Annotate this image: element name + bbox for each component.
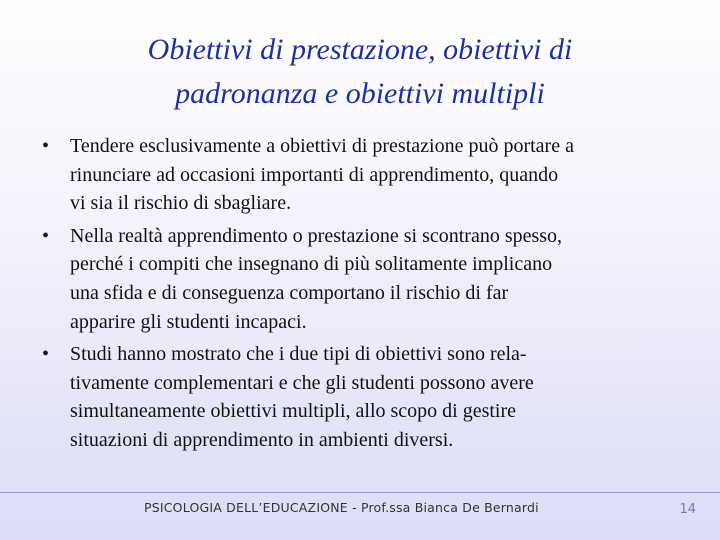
bullet-item xyxy=(40,222,690,336)
bullet-dot-icon: • xyxy=(42,135,50,157)
bullet-line: simultaneamente obiettivi multipli, allo scopo di gestire xyxy=(70,400,517,423)
slide-title-line-1: Obiettivi di prestazione, obiettivi di xyxy=(147,33,573,66)
bullet-line: perché i compiti che insegnano di più solitamente implicano xyxy=(70,253,553,276)
bullet-line: rinunciare ad occasioni importanti di apprendimento, quando xyxy=(70,163,559,186)
bullet-line: tivamente complementari e che gli studenti possono avere xyxy=(70,371,534,394)
slide-title-line-2: padronanza e obiettivi multipli xyxy=(175,77,545,110)
slide-title xyxy=(0,28,720,116)
bullet-list xyxy=(40,132,690,459)
bullet-item xyxy=(40,132,690,218)
bullet-line: una sfida e di conseguenza comportano il rischio di far xyxy=(70,281,509,304)
bullet-line: apparire gli studenti incapaci. xyxy=(70,310,307,333)
bullet-line: situazioni di apprendimento in ambienti diversi. xyxy=(70,428,454,451)
bullet-item xyxy=(40,340,690,454)
bullet-dot-icon: • xyxy=(42,343,50,366)
bullet-dot-icon: • xyxy=(42,224,50,247)
footer-divider xyxy=(0,492,720,493)
footer-text: PSICOLOGIA DELL’EDUCAZIONE - Prof.ssa Bianca De Bernardi xyxy=(144,500,539,515)
bullet-line: Studi hanno mostrato che i due tipi di obiettivi sono rela- xyxy=(70,343,527,366)
bullet-line: Nella realtà apprendimento o prestazione si scontrano spesso, xyxy=(70,224,563,247)
page-number: 14 xyxy=(679,502,696,517)
bullet-line: Tendere esclusivamente a obiettivi di prestazione può portare a xyxy=(70,135,574,157)
bullet-line: vi sia il rischio di sbagliare. xyxy=(70,192,292,215)
